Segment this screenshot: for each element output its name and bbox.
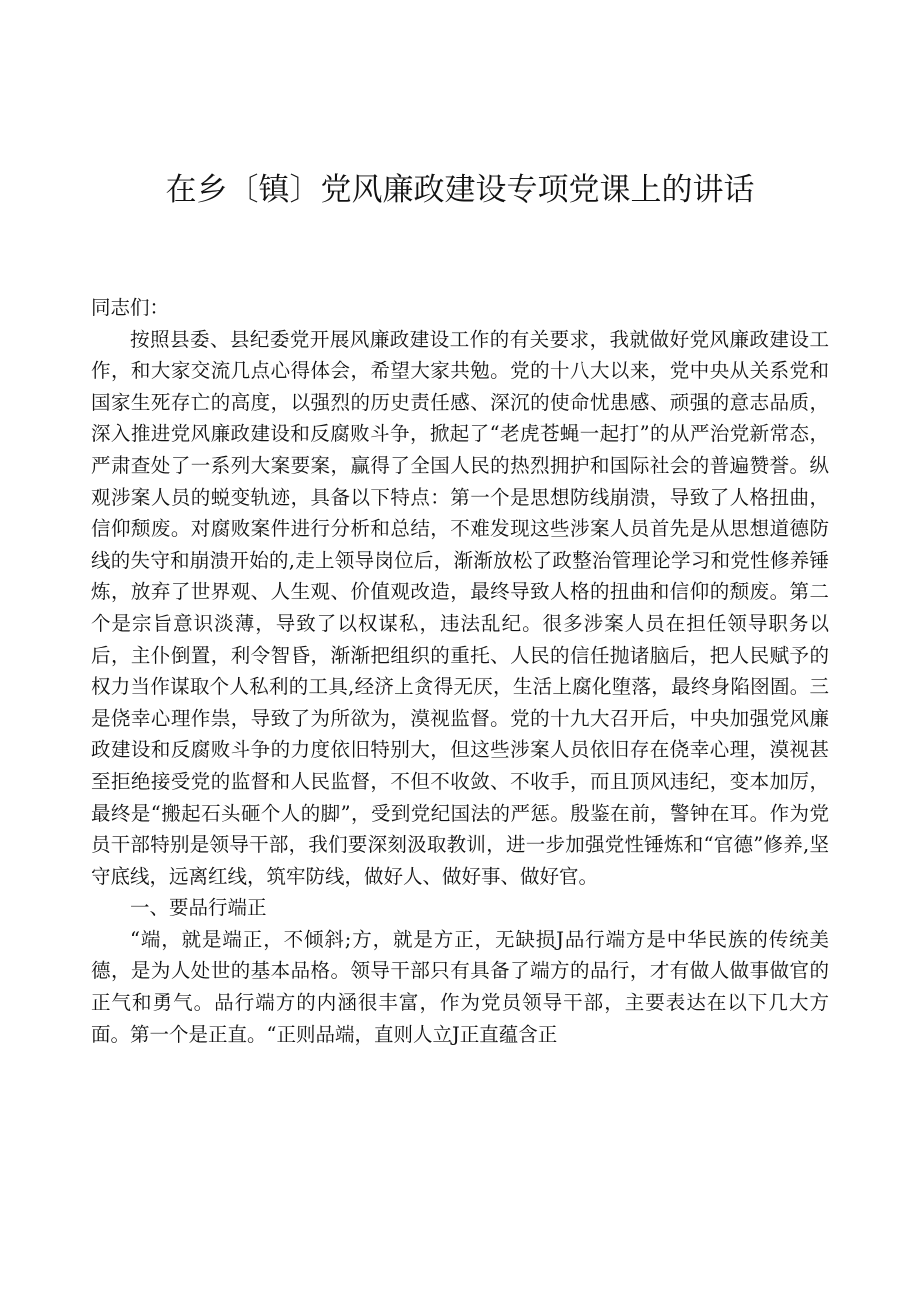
document-title: 在乡〔镇〕党风廉政建设专项党课上的讲话 [165, 172, 755, 208]
section-heading: 一、要品行端正 [130, 896, 267, 920]
salutation: 同志们： [91, 296, 170, 319]
body-paragraph: 按照县委、县纪委党开展风廉政建设工作的有关要求，我就做好党风廉政建设工作，和大家交流几点心得体会，希望大家共勉。党的十八大以来，党中央从关系党和国家生死存亡的高度，以强烈的历史责任感、深沉的使命忧患感、顽强的意志品质，深入推进党风廉政建设和反腐败斗争，掀起了“老虎苍蝇一起打”的从严治党新常态，严肃查处了一系列大案要案，赢得了全国人民的热烈拥护和国际社会的普遍赞誉。纵观涉案人员的蜕变轨迹，具备以下特点：第一个是思想防线崩溃，导致了人格扭曲，信仰颓废。对腐败案件进行分析和总结，不难发现这些涉案人员首先是从思想道德防线的失守和崩溃开始的,走上领导岗位后，渐渐放松了政整治管理论学习和党性修养锤炼，放弃了世界观、人生观、价值观改造，最终导致人格的扭曲和信仰的颓废。第二个是宗旨意识淡薄，导致了以权谋私，违法乱纪。很多涉案人员在担任领导职务以后，主仆倒置，利令智昏，渐渐把组织的重托、人民的信任抛诸脑后，把人民赋予的权力当作谋取个人私利的工具,经济上贪得无厌，生活上腐化堕落，最终身陷囹圄。三是侥幸心理作祟，导致了为所欲为，漠视监督。党的十九大召开后，中央加强党风廉政建设和反腐败斗争的力度依旧特别大，但这些涉案人员依旧存在侥幸心理，漠视甚至拒绝接受党的监督和人民监督，不但不收敛、不收手，而且顶风违纪，变本加厉，最终是“搬起石头砸个人的脚”，受到党纪国法的严惩。殷鉴在前，警钟在耳。作为党员干部特别是领导干部，我们要深刻汲取教训，进一步加强党性锤炼和“官德”修养,坚守底线，远离红线，筑牢防线，做好人、做好事、做好官。 [91, 327, 829, 888]
section-paragraph: “端，就是端正，不倾斜;方，就是方正，无缺损J品行端方是中华民族的传统美德，是为人处世的基本品格。领导干部只有具备了端方的品行，才有做人做事做官的正气和勇气。品行端方的内涵很丰富，作为党员领导干部，主要表达在以下几大方面。第一个是正直。“正则品端，直则人立J正直蕴含正 [91, 927, 829, 1046]
document-body [91, 292, 829, 1050]
